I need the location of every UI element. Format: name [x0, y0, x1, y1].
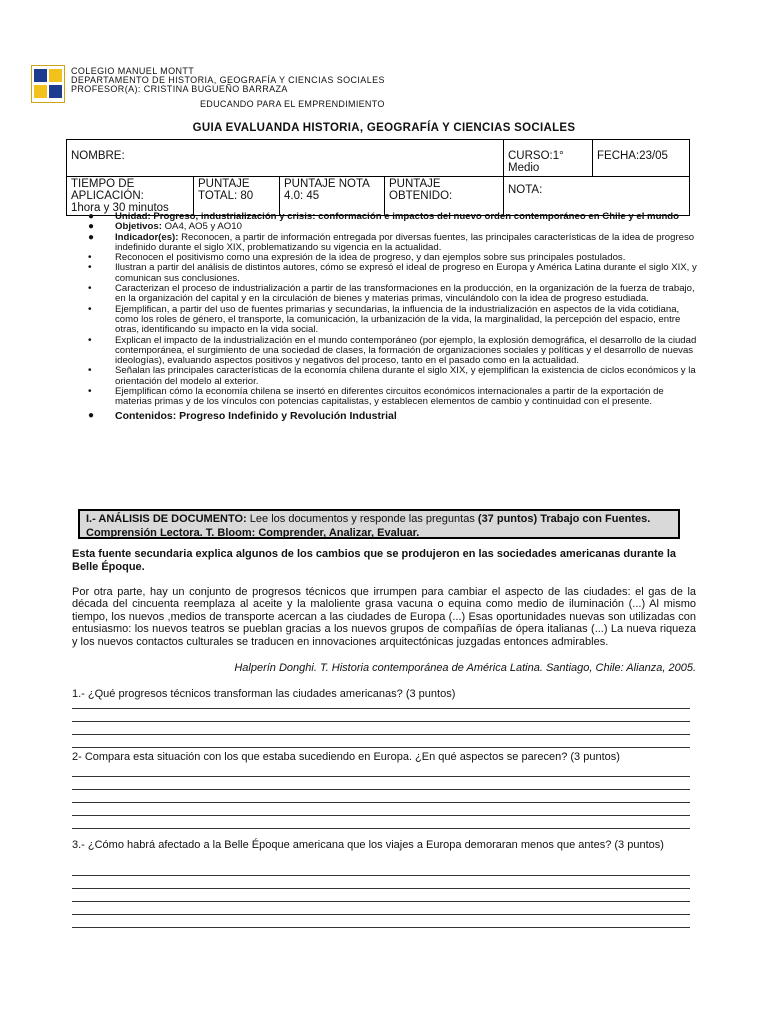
question-3: 3.- ¿Cómo habrá afectado a la Belle Époque americana que los viajes a Europa demoraran menos que antes? (3 puntos)	[72, 839, 664, 851]
answer-line[interactable]	[72, 875, 690, 876]
bullet-icon: ●	[88, 231, 95, 243]
answer-line[interactable]	[72, 734, 690, 735]
answer-line[interactable]	[72, 747, 690, 748]
school-logo	[31, 65, 65, 103]
department-name: DEPARTAMENTO DE HISTORIA, GEOGRAFÍA Y CIENCIAS SOCIALES	[71, 75, 385, 85]
list-item	[88, 336, 698, 367]
nombre-field[interactable]: NOMBRE:	[67, 140, 504, 177]
puntaje-obtenido-field[interactable]: PUNTAJE OBTENIDO:	[385, 177, 504, 216]
answer-line[interactable]	[72, 828, 690, 829]
answer-line[interactable]	[72, 815, 690, 816]
source-intro: Esta fuente secundaria explica algunos de los cambios que se produjeron en las sociedades americanas durante la Belle Époque.	[72, 548, 676, 573]
objetivos-text: OA4, AO5 y AO10	[164, 221, 242, 233]
indicator-text: Ejemplifican cómo la economía chilena se insertó en diferentes circuitos económicos internacionales a partir de la exportación de materias primas y de los vínculos con potencias capitalistas, y establecen elementos de cambio y continuidad con el presente.	[115, 386, 664, 408]
answer-line[interactable]	[72, 914, 690, 915]
list-item	[88, 305, 698, 336]
student-info-table	[66, 139, 690, 216]
bullet-icon: •	[88, 262, 92, 274]
answer-line[interactable]	[72, 776, 690, 777]
indicator-text: Señalan las principales características de la economía chilena durante el siglo XIX, y ejemplifican la existencia de ciclos económicos y la orientación del modelo al exterior.	[115, 365, 696, 387]
nota-field[interactable]: NOTA:	[504, 177, 690, 216]
indicator-text: Ilustran a partir del análisis de distintos autores, cómo se expresó el ideal de progreso en Europa y América Latina durante el siglo XIX, y comunican sus conclusiones.	[115, 262, 697, 284]
puntaje-nota-cell: PUNTAJE NOTA 4.0: 45	[280, 177, 385, 216]
indicadores-label: Indicador(es):	[115, 231, 179, 243]
question-2: 2- Compara esta situación con los que estaba sucediendo en Europa. ¿En qué aspectos se parecen? (3 puntos)	[72, 751, 620, 763]
bullet-icon: •	[88, 252, 92, 264]
question-1: 1.- ¿Qué progresos técnicos transforman las ciudades americanas? (3 puntos)	[72, 688, 456, 700]
answer-line[interactable]	[72, 721, 690, 722]
indicator-text: Caracterizan el proceso de industrialización a partir de las transformaciones en la producción, en la organización de la fuerza de trabajo, en la organización del capital y en la circulación de bienes y materias primas, vinculándolo con la idea de progreso estudiada.	[115, 283, 695, 305]
indicator-text: Explican el impacto de la industrialización en el mundo contemporáneo (por ejemplo, la explosión demográfica, el desarrollo de la ciudad contemporánea, el surgimiento de una sociedad de clases, la formación de organizaciones sociales y políticas y el desarrollo de nuevas ideologías), evaluando aspectos positivos y negativos del proceso, tanto en el pasado como en la actualidad.	[115, 334, 697, 367]
indicadores-text: Reconocen, a partir de información entregada por diversas fuentes, las principales características de la idea de progreso indefinido durante el siglo XIX, problematizando su vigencia en la actualidad.	[115, 231, 695, 253]
answer-line[interactable]	[72, 802, 690, 803]
tiempo-label: TIEMPO DE APLICACIÓN:	[71, 178, 144, 202]
indicator-text: Ejemplifican, a partir del uso de fuentes primarias y secundarias, la influencia de la industrialización en aspectos de la vida cotidiana, como los roles de género, el transporte, la comunicación, la urbanización de la vida, la marginalidad, la percepción del espacio, entre otras, identificando su impacto en la vida social.	[115, 303, 681, 336]
tiempo-cell	[67, 177, 194, 216]
bullet-icon: •	[88, 334, 92, 346]
bullet-icon: ●	[88, 409, 95, 421]
list-item	[88, 366, 698, 387]
bullet-icon: ●	[88, 221, 95, 233]
list-item	[88, 284, 698, 305]
section-heading: I.- ANÁLISIS DE DOCUMENTO:	[86, 513, 247, 525]
bullet-icon: •	[88, 303, 92, 315]
section-header-box	[78, 509, 680, 539]
bullet-icon: •	[88, 283, 92, 295]
bullet-icon: •	[88, 365, 92, 377]
tiempo-value: 1hora y 30 minutos	[71, 202, 169, 214]
page-title: GUIA EVALUANDA HISTORIA, GEOGRAFÍA Y CIENCIAS SOCIALES	[192, 122, 576, 134]
unidad-text: Progreso, industrialización y crisis: conformación e impactos del nuevo orden contemporáneo en Chile y el mundo	[153, 211, 680, 222]
section-instruction: Lee los documentos y responde las preguntas	[249, 513, 475, 525]
objectives-list	[88, 212, 698, 421]
answer-line[interactable]	[72, 927, 690, 928]
teacher-name: PROFESOR(A): CRISTINA BUGUEÑO BARRAZA	[71, 84, 288, 94]
unidad-label: Unidad:	[115, 211, 151, 222]
contenidos-text: Contenidos: Progreso Indefinido y Revolución Industrial	[115, 409, 397, 422]
fecha-cell: FECHA:23/05	[593, 140, 690, 177]
answer-line[interactable]	[72, 789, 690, 790]
source-text: Por otra parte, hay un conjunto de progresos técnicos que irrumpen para cambiar el aspecto de las ciudades: el gas de la década del cincuenta reemplaza al aceite y la maloliente grasa vacuna o equina como medio de iluminación (...) Al mismo tiempo, los nuevos ,medios de transporte acercan a las ciudades de Europa (...) Esas oportunidades nuevas son utilizadas con entusiasmo: los nuevos teatros se pueblan gracias a los nuevos grupos de compañías de ópera italianas (...) La nueva riqueza y los nuevos contactos culturales se traducen en innovaciones arquitectónicas juzgadas entonces admirables.	[72, 586, 696, 648]
list-item	[88, 411, 698, 421]
section-points: (37 puntos) Trabajo con Fuentes. Comprensión Lectora. T. Bloom: Comprender, Analizar, Evaluar.	[86, 513, 651, 539]
indicator-text: Reconocen el positivismo como una expresión de la idea de progreso, y dan ejemplos sobre sus principales postulados.	[115, 252, 626, 264]
bullet-icon: •	[88, 386, 92, 398]
answer-line[interactable]	[72, 901, 690, 902]
answer-line[interactable]	[72, 708, 690, 709]
school-motto: EDUCANDO PARA EL EMPRENDIMIENTO	[200, 99, 385, 109]
school-name: COLEGIO MANUEL MONTT	[71, 66, 195, 76]
list-item	[88, 387, 698, 408]
curso-cell: CURSO:1° Medio	[504, 140, 593, 177]
source-citation: Halperín Donghi. T. Historia contemporánea de América Latina. Santiago, Chile: Alianza, 2005.	[234, 662, 696, 674]
list-item	[88, 263, 698, 284]
puntaje-total-cell: PUNTAJE TOTAL: 80	[194, 177, 280, 216]
objetivos-label: Objetivos:	[115, 221, 162, 233]
bullet-icon: ●	[88, 211, 95, 222]
answer-line[interactable]	[72, 888, 690, 889]
list-item	[88, 233, 698, 254]
